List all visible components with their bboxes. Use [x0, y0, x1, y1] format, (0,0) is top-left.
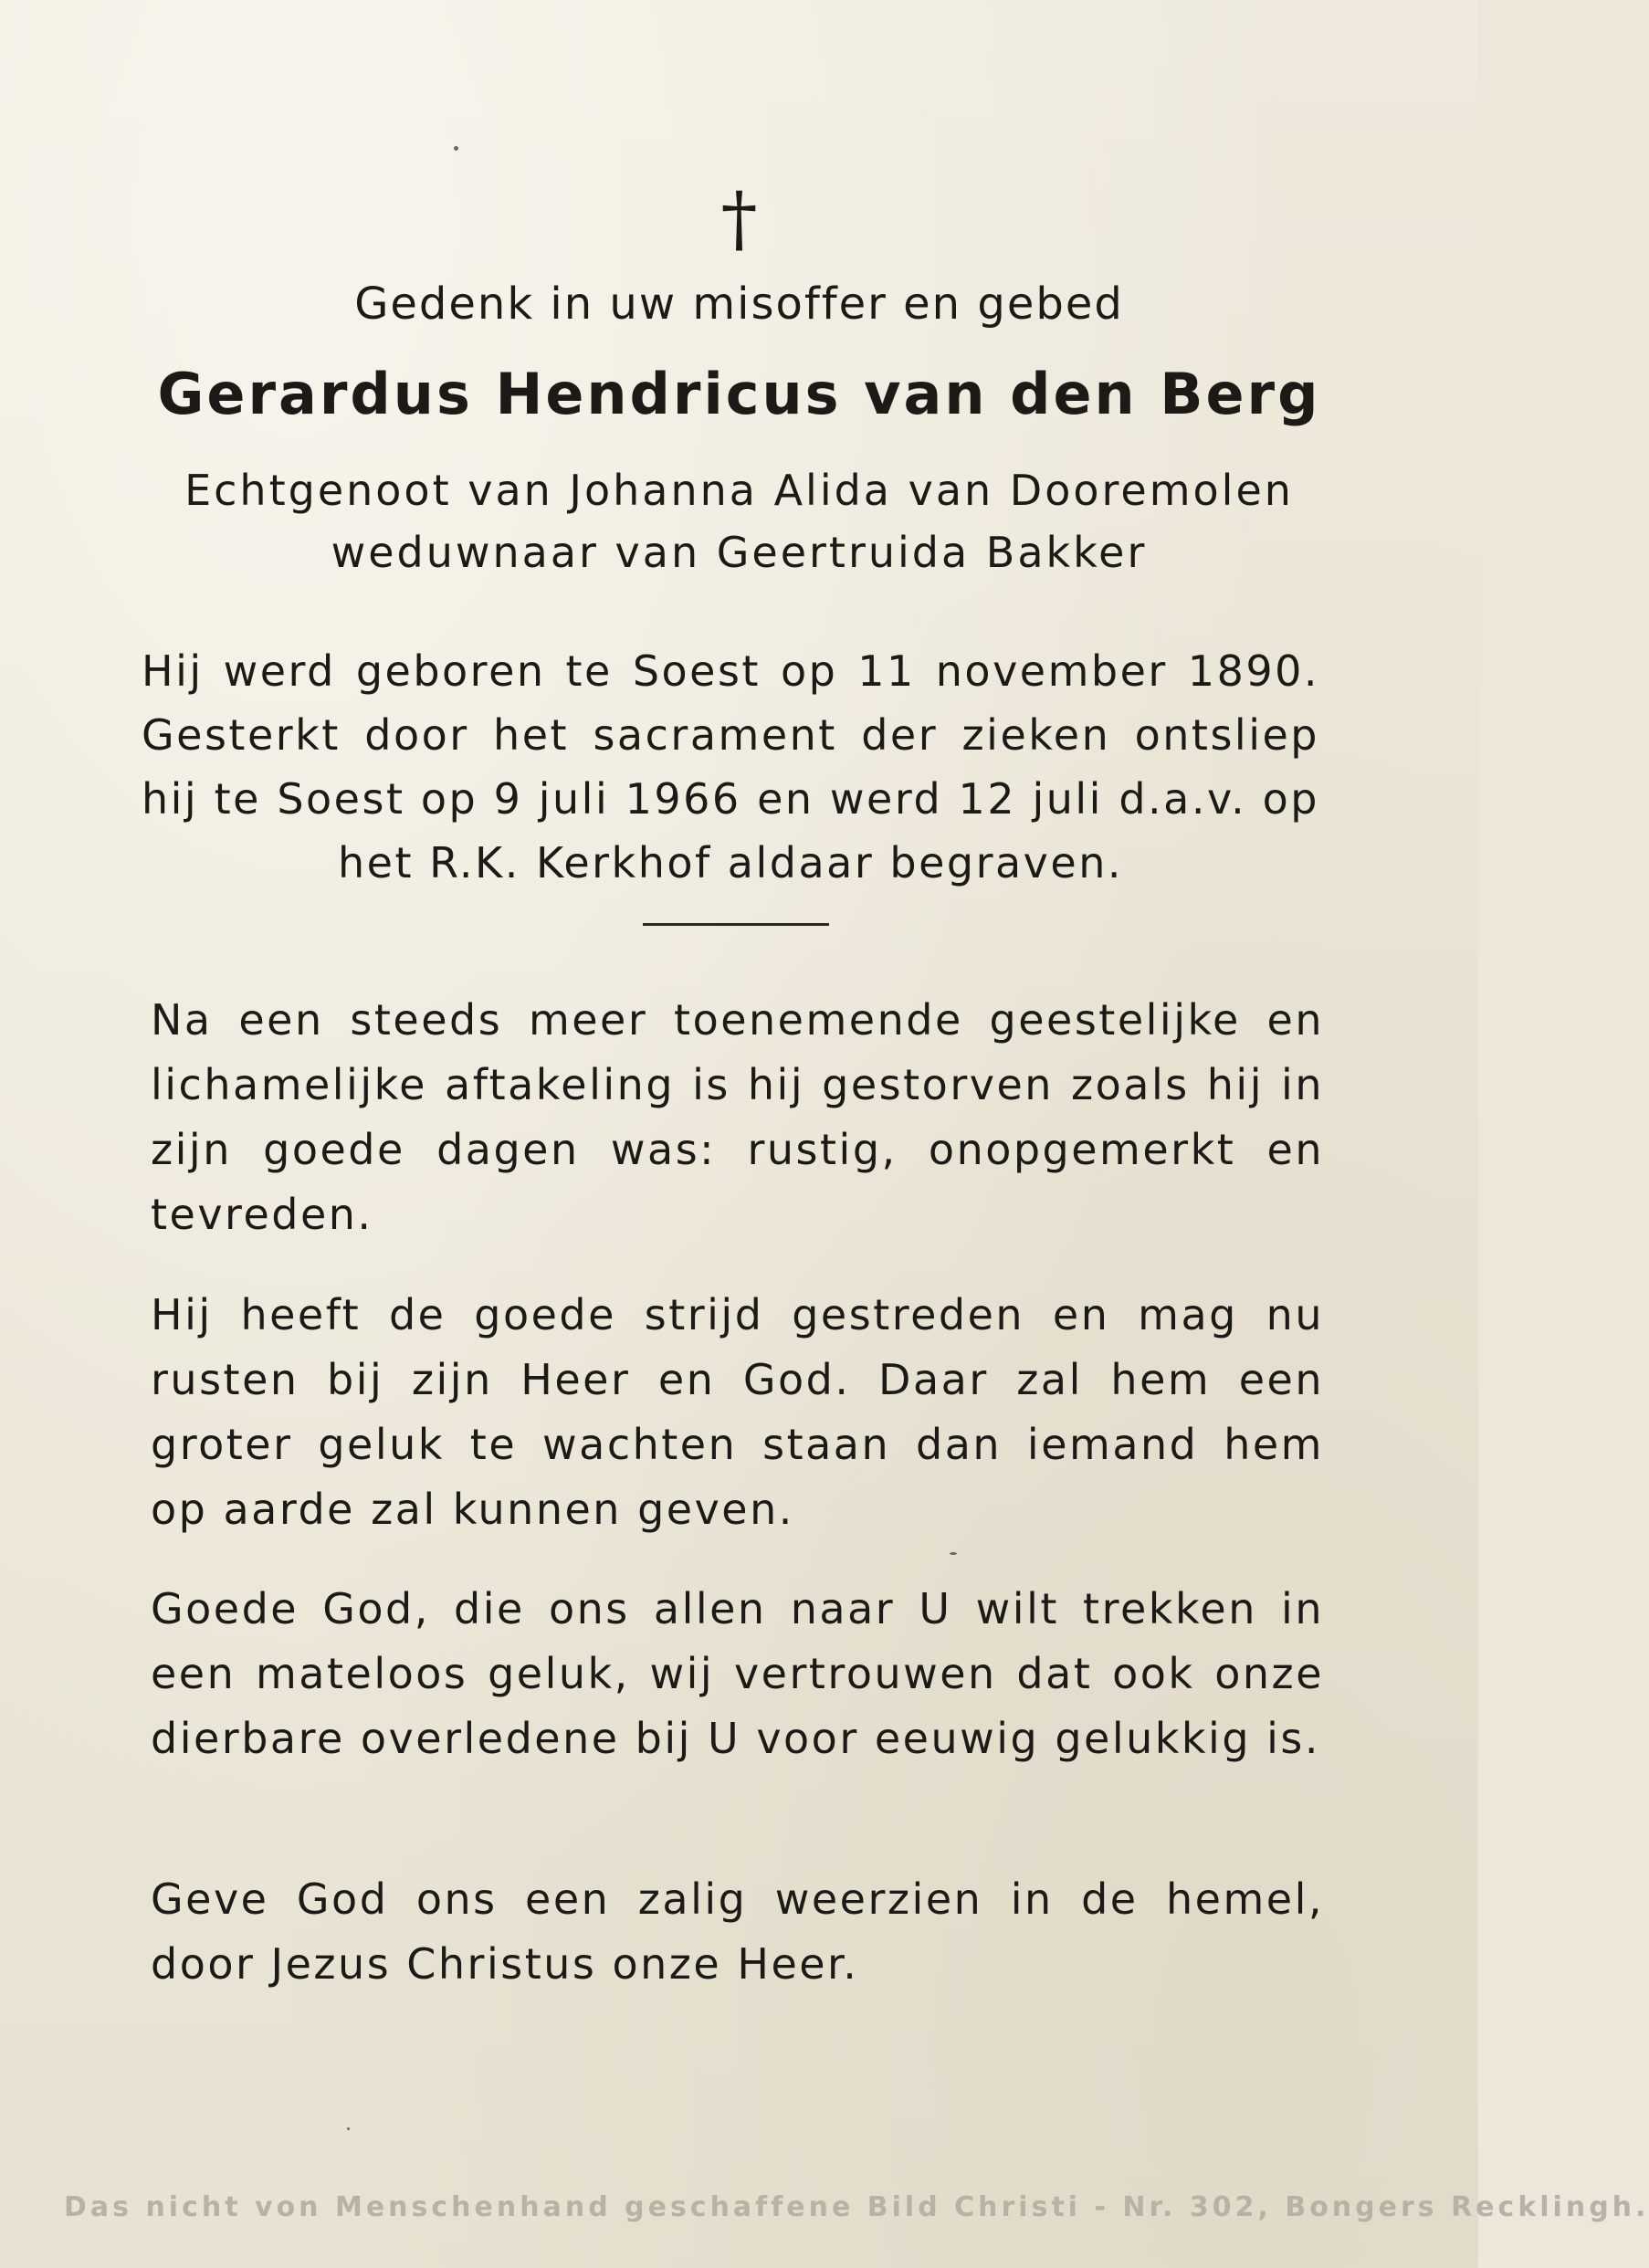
deceased-name: Gerardus Hendricus van den Berg — [157, 361, 1321, 427]
paper-speck — [454, 146, 458, 151]
paragraph-3: Goede God, die ons allen naar U wilt trekken in een mateloos geluk, wij vertrouwen dat ook onze dierbare overledene bij U voor eeuwig gelukkig is. — [151, 1584, 1324, 1763]
birth-death-paragraph: Hij werd geboren te Soest op 11 november 1890. Gesterkt door het sacrament der zieken ontsliep hij te Soest op 9 juli 1966 en werd 12 juli d.a.v. op het R.K. Kerkhof aldaar begraven. — [142, 646, 1319, 887]
paragraph-4: Geve God ons een zalig weerzien in de hemel, door Jezus Christus onze Heer. — [151, 1874, 1324, 1989]
divider — [643, 923, 829, 926]
paragraph-1: Na een steeds meer toenemende geestelijke en lichamelijke aftakeling is hij gestorven zoals hij in zijn goede dagen was: rustig, onopgemerkt en tevreden. — [151, 995, 1324, 1239]
spouse-line-2: weduwnaar van Geertruida Bakker — [331, 528, 1148, 577]
cross-icon: † — [720, 176, 758, 261]
paper-speck — [347, 2127, 350, 2130]
printer-imprint: Das nicht von Menschenhand geschaffene Bild Christi - Nr. 302, Bongers Recklingh. — [64, 2191, 1649, 2223]
intro-line: Gedenk in uw misoffer en gebed — [354, 278, 1124, 330]
paragraph-2: Hij heeft de goede strijd gestreden en mag nu rusten bij zijn Heer en God. Daar zal hem een groter geluk te wachten staan dan iemand hem op aarde zal kunnen geven. — [151, 1290, 1324, 1534]
paper-speck — [950, 1552, 957, 1555]
spouse-info — [0, 459, 1478, 583]
spouse-line-1: Echtgenoot van Johanna Alida van Dooremolen — [184, 466, 1294, 515]
